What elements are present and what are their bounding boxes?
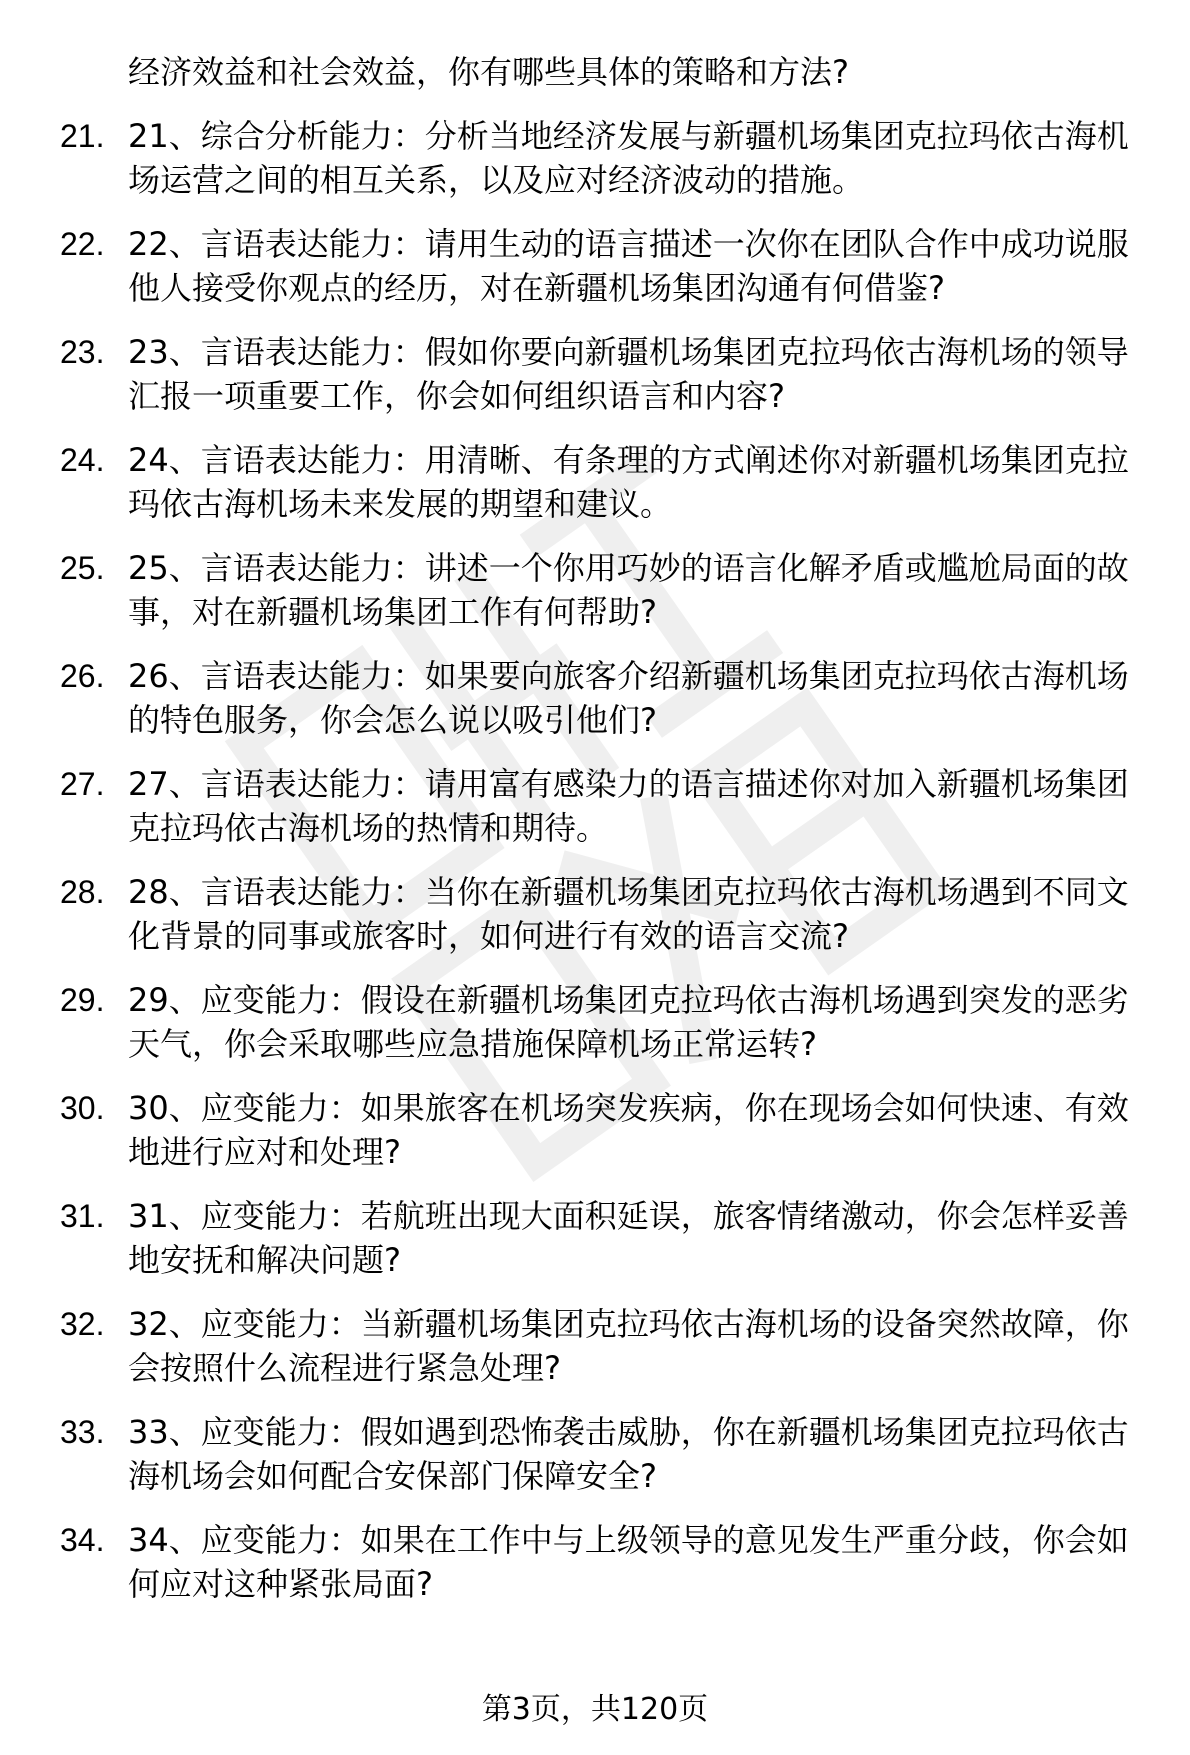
list-item bbox=[60, 222, 1160, 310]
list-item-number: 26. bbox=[60, 658, 105, 694]
continued-question-text: 经济效益和社会效益，你有哪些具体的策略和方法? bbox=[128, 53, 849, 91]
list-item bbox=[60, 978, 1160, 1066]
list-item-number: 22. bbox=[60, 226, 105, 262]
list-item bbox=[60, 654, 1160, 742]
list-item-text: 31、应变能力：若航班出现大面积延误，旅客情绪激动，你会怎样妥善地安抚和解决问题? bbox=[128, 1197, 1129, 1279]
list-item bbox=[60, 114, 1160, 202]
list-item bbox=[60, 1518, 1160, 1606]
question-content bbox=[60, 50, 1160, 1626]
list-item bbox=[60, 546, 1160, 634]
list-item-number: 28. bbox=[60, 874, 105, 910]
list-item bbox=[60, 438, 1160, 526]
page-footer: 第3页，共120页 bbox=[481, 1692, 709, 1727]
list-item bbox=[60, 1086, 1160, 1174]
list-item-text: 24、言语表达能力：用清晰、有条理的方式阐述你对新疆机场集团克拉玛依古海机场未来发展的期望和建议。 bbox=[128, 441, 1129, 523]
list-item-text: 32、应变能力：当新疆机场集团克拉玛依古海机场的设备突然故障，你会按照什么流程进行紧急处理? bbox=[128, 1305, 1129, 1387]
list-item-number: 30. bbox=[60, 1090, 105, 1126]
list-item-number: 31. bbox=[60, 1198, 105, 1234]
list-item-text: 34、应变能力：如果在工作中与上级领导的意见发生严重分歧，你会如何应对这种紧张局面? bbox=[128, 1521, 1129, 1603]
list-item-text: 25、言语表达能力：讲述一个你用巧妙的语言化解矛盾或尴尬局面的故事，对在新疆机场集团工作有何帮助? bbox=[128, 549, 1129, 631]
list-item bbox=[60, 330, 1160, 418]
list-item-number: 21. bbox=[60, 118, 105, 154]
list-item-text: 27、言语表达能力：请用富有感染力的语言描述你对加入新疆机场集团克拉玛依古海机场的热情和期待。 bbox=[128, 765, 1129, 847]
list-item-text: 21、综合分析能力：分析当地经济发展与新疆机场集团克拉玛依古海机场运营之间的相互关系，以及应对经济波动的措施。 bbox=[128, 117, 1129, 199]
list-item-text: 26、言语表达能力：如果要向旅客介绍新疆机场集团克拉玛依古海机场的特色服务，你会怎么说以吸引他们? bbox=[128, 657, 1129, 739]
question-list bbox=[60, 114, 1160, 1606]
list-item-number: 24. bbox=[60, 442, 105, 478]
list-item-number: 34. bbox=[60, 1522, 105, 1558]
list-item bbox=[60, 1410, 1160, 1498]
list-item-text: 22、言语表达能力：请用生动的语言描述一次你在团队合作中成功说服他人接受你观点的经历，对在新疆机场集团沟通有何借鉴? bbox=[128, 225, 1129, 307]
list-item bbox=[60, 870, 1160, 958]
list-item-text: 28、言语表达能力：当你在新疆机场集团克拉玛依古海机场遇到不同文化背景的同事或旅客时，如何进行有效的语言交流? bbox=[128, 873, 1129, 955]
list-item-number: 27. bbox=[60, 766, 105, 802]
list-item bbox=[60, 1194, 1160, 1282]
list-item-number: 33. bbox=[60, 1414, 105, 1450]
list-item-text: 23、言语表达能力：假如你要向新疆机场集团克拉玛依古海机场的领导汇报一项重要工作，你会如何组织语言和内容? bbox=[128, 333, 1129, 415]
list-item-number: 29. bbox=[60, 982, 105, 1018]
list-item-number: 32. bbox=[60, 1306, 105, 1342]
list-item-text: 29、应变能力：假设在新疆机场集团克拉玛依古海机场遇到突发的恶劣天气，你会采取哪些应急措施保障机场正常运转? bbox=[128, 981, 1129, 1063]
list-item bbox=[60, 1302, 1160, 1390]
list-item-text: 30、应变能力：如果旅客在机场突发疾病，你在现场会如何快速、有效地进行应对和处理? bbox=[128, 1089, 1129, 1171]
list-item-text: 33、应变能力：假如遇到恐怖袭击威胁，你在新疆机场集团克拉玛依古海机场会如何配合安保部门保障安全? bbox=[128, 1413, 1129, 1495]
list-item-number: 23. bbox=[60, 334, 105, 370]
list-item-number: 25. bbox=[60, 550, 105, 586]
list-item bbox=[60, 762, 1160, 850]
